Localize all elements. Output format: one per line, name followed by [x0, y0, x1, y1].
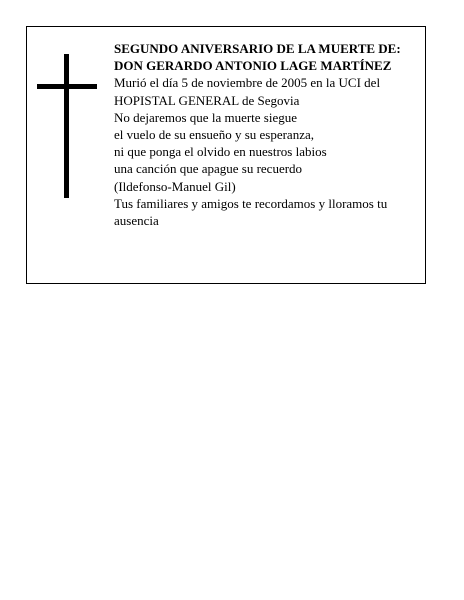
cross-vertical-bar — [64, 54, 69, 198]
poem-line-3: ni que ponga el olvido en nuestros labios — [114, 144, 327, 160]
poem-line-1: No dejaremos que la muerte siegue — [114, 109, 298, 125]
cross-horizontal-bar — [37, 84, 97, 89]
cross-icon — [37, 54, 97, 198]
poem-line-2: el vuelo de su ensueño y su esperanza, — [114, 127, 314, 143]
notice-line-death-date: Murió el día 5 de noviembre de 2005 en la UCI del — [114, 75, 381, 91]
notice-text — [114, 40, 424, 229]
notice-heading-name: DON GERARDO ANTONIO LAGE MARTÍNEZ — [114, 58, 392, 74]
obituary-notice — [26, 26, 426, 284]
family-message-line-1: Tus familiares y amigos te recordamos y lloramos tu — [114, 195, 388, 211]
poem-line-4: una canción que apague su recuerdo — [114, 161, 303, 177]
notice-line-hospital: HOPISTAL GENERAL de Segovia — [114, 92, 300, 108]
poem-author: (Ildefonso-Manuel Gil) — [114, 178, 236, 194]
family-message-line-2: ausencia — [114, 213, 159, 229]
notice-heading-anniversary: SEGUNDO ANIVERSARIO DE LA MUERTE DE: — [114, 41, 401, 56]
